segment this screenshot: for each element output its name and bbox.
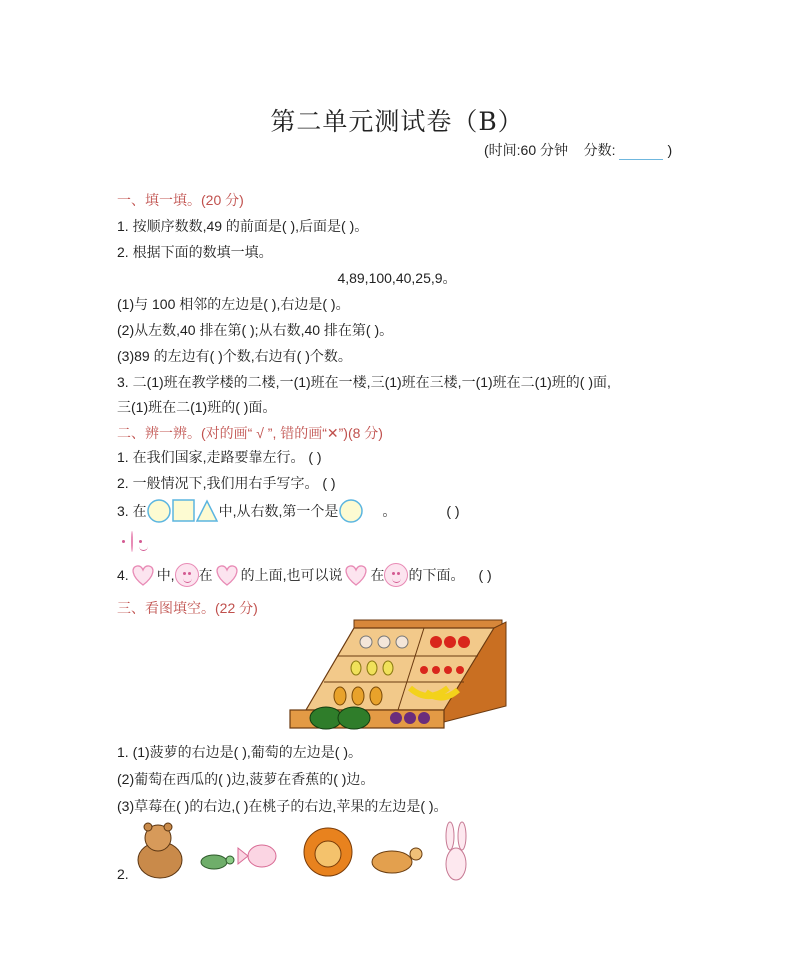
question-2-1: 1. 在我们国家,走路要靠左行。 ( ) xyxy=(117,449,322,465)
score-label: 分数: xyxy=(583,142,616,158)
q3-end: 。 xyxy=(382,503,397,519)
question-1-2-3: (3)89 的左边有( )个数,右边有( )个数。 xyxy=(117,348,352,364)
fruit-stand-illustration xyxy=(288,618,508,734)
question-1-2-1: (1)与 100 相邻的左边是( ),右边是( )。 xyxy=(117,296,350,312)
circle-square-triangle-icon xyxy=(147,498,219,524)
section2-heading: 二、辨一辨。(对的画“ √ ”, 错的画“✕”)(8 分) xyxy=(117,425,383,441)
q4-text-e: 的下面。 xyxy=(408,567,465,583)
fish-icon xyxy=(238,845,276,867)
question-3-2: 2. xyxy=(117,866,129,882)
rabbit-icon xyxy=(446,822,466,880)
q4-text-a: 中, xyxy=(156,567,175,583)
question-3-1-2: (2)葡萄在西瓜的( )边,菠萝在香蕉的( )边。 xyxy=(117,771,375,787)
smiley-face-icon xyxy=(131,531,133,552)
turtle-icon xyxy=(201,855,234,869)
heart-icon xyxy=(129,563,157,587)
q4-text-b: 在 xyxy=(198,567,213,583)
q3-prefix: 3. 在 xyxy=(117,503,147,519)
lion-icon xyxy=(304,828,352,876)
question-2-3 xyxy=(117,496,460,526)
question-1-3-line2: 三(1)班在二(1)班的( )面。 xyxy=(117,399,277,415)
meta-close: ) xyxy=(667,142,673,158)
question-2-2: 2. 一般情况下,我们用右手写字。 ( ) xyxy=(117,475,336,491)
q4-text-c: 的上面,也可以说 xyxy=(240,567,343,583)
section1-heading: 一、填一填。(20 分) xyxy=(117,192,244,208)
q4-number: 4. xyxy=(117,567,129,583)
exam-meta xyxy=(484,140,672,160)
q3-middle: 中,从右数,第一个是 xyxy=(218,503,339,519)
question-3-1-3: (3)草莓在( )的右边,( )在桃子的右边,苹果的左边是( )。 xyxy=(117,798,448,814)
number-sequence: 4,89,100,40,25,9。 xyxy=(337,270,457,286)
animals-row-illustration xyxy=(134,818,474,884)
page-title: 第二单元测试卷（B） xyxy=(270,107,524,136)
section3-heading: 三、看图填空。(22 分) xyxy=(117,600,258,616)
score-blank xyxy=(619,145,663,160)
heart-icon xyxy=(213,563,241,587)
smiley-face-icon xyxy=(175,563,199,587)
time-limit: (时间:60 分钟 xyxy=(484,142,569,158)
q4-answer: ( ) xyxy=(478,567,492,583)
question-1-2: 2. 根据下面的数填一填。 xyxy=(117,244,273,260)
heart-icon xyxy=(342,563,370,587)
q3-answer: ( ) xyxy=(446,503,460,519)
question-1-1: 1. 按顺序数数,49 的前面是( ),后面是( )。 xyxy=(117,218,369,234)
circle-icon xyxy=(338,498,364,524)
question-3-1-1: 1. (1)菠萝的右边是( ),葡萄的左边是( )。 xyxy=(117,744,362,760)
question-1-3-line1: 3. 二(1)班在教学楼的二楼,一(1)班在一楼,三(1)班在三楼,一(1)班在二(1)班的( )面, xyxy=(117,374,611,390)
smiley-face-icon xyxy=(384,563,408,587)
tortoise-icon xyxy=(372,848,422,873)
question-2-4 xyxy=(117,560,492,590)
bear-icon xyxy=(138,823,182,878)
q4-text-d: 在 xyxy=(370,567,385,583)
question-1-2-2: (2)从左数,40 排在第( );从右数,40 排在第( )。 xyxy=(117,322,394,338)
